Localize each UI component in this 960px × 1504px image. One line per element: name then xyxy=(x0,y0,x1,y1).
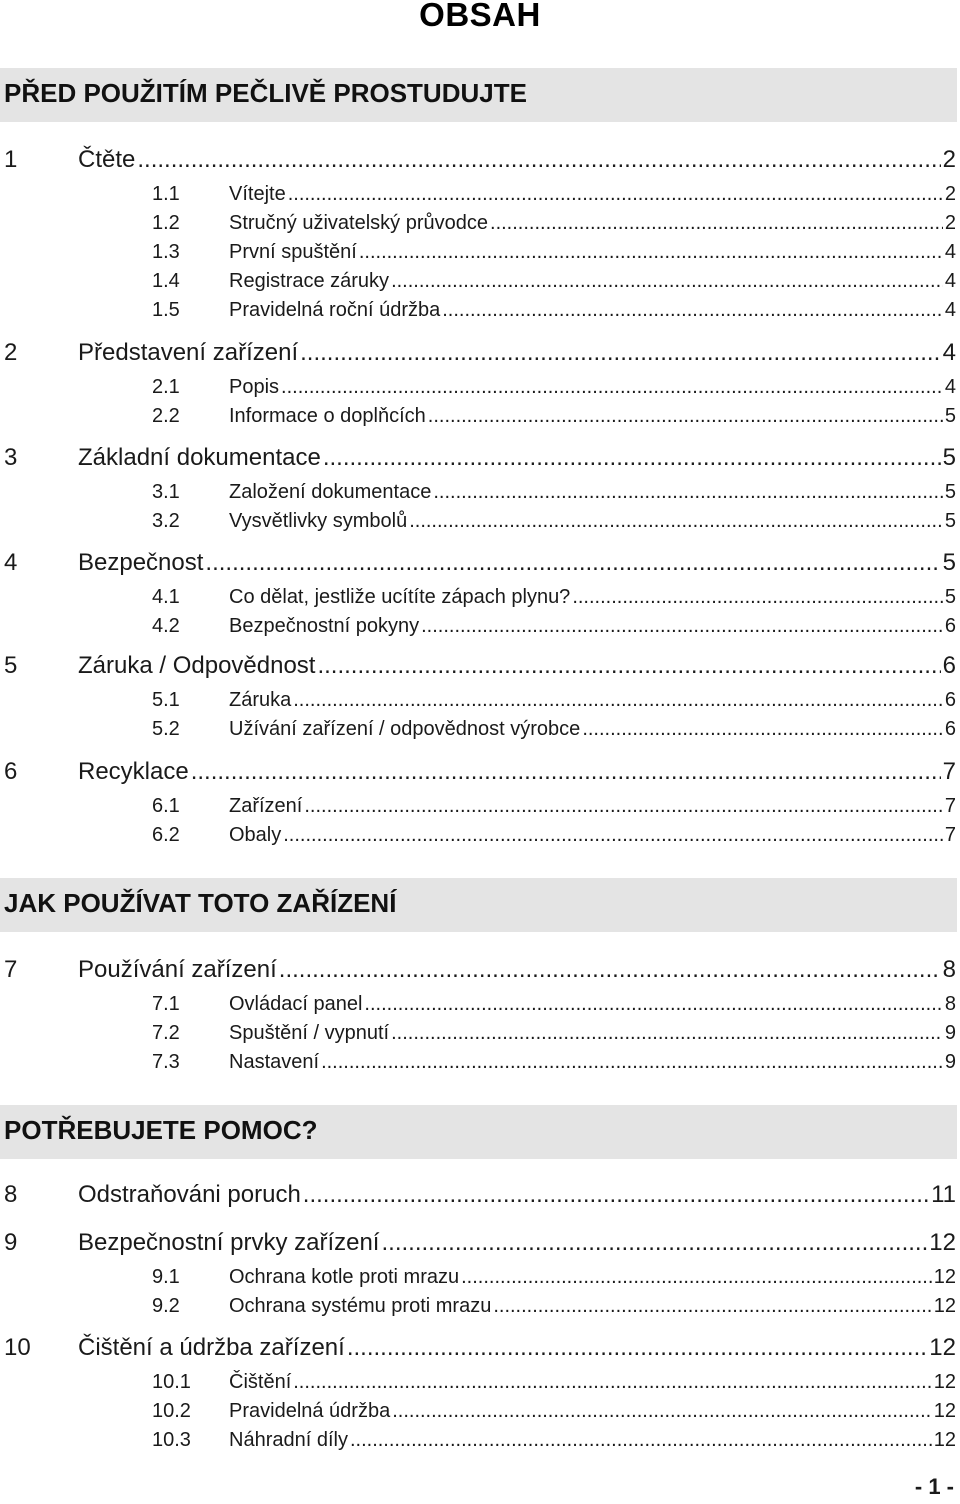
toc-entry[interactable] xyxy=(0,1371,956,1394)
toc-leader-dots xyxy=(137,146,940,174)
toc-entry-number: 10.1 xyxy=(152,1371,191,1393)
toc-entry[interactable] xyxy=(0,1022,956,1045)
toc-entry[interactable] xyxy=(0,1266,956,1289)
toc-entry-title: Spuštění / vypnutí xyxy=(229,1022,390,1044)
toc-entry-title: Užívání zařízení / odpovědnost výrobce xyxy=(229,718,581,740)
toc-leader-dots xyxy=(321,1051,943,1074)
toc-leader-dots xyxy=(428,405,943,428)
toc-leader-dots xyxy=(409,510,943,533)
toc-entry-number: 1.3 xyxy=(152,241,180,263)
page-number: - 1 - xyxy=(914,1474,954,1499)
toc-entry[interactable] xyxy=(0,299,956,322)
toc-leader-dots xyxy=(293,1371,932,1394)
toc-leader-dots xyxy=(582,718,943,741)
toc-leader-dots xyxy=(392,1400,932,1423)
toc-entry-page: 7 xyxy=(944,824,956,846)
toc-entry-title: Ovládací panel xyxy=(229,993,363,1015)
toc-entry[interactable] xyxy=(0,586,956,609)
toc-entry-page: 2 xyxy=(942,146,956,173)
toc-entry[interactable] xyxy=(0,689,956,712)
toc-entry-number: 7.1 xyxy=(152,993,180,1015)
toc-leader-dots xyxy=(323,444,941,472)
toc-entry-page: 12 xyxy=(933,1295,956,1317)
toc-entry-page: 12 xyxy=(933,1400,956,1422)
toc-leader-dots xyxy=(293,689,943,712)
toc-entry-title: Stručný uživatelský průvodce xyxy=(229,212,489,234)
toc-leader-dots xyxy=(421,615,943,638)
toc-leader-dots xyxy=(442,299,943,322)
toc-entry-number: 1 xyxy=(4,146,18,173)
toc-entry[interactable] xyxy=(0,1295,956,1318)
toc-entry-title: Založení dokumentace xyxy=(229,481,432,503)
toc-entry[interactable] xyxy=(0,444,956,472)
toc-entry-number: 2.2 xyxy=(152,405,180,427)
toc-leader-dots xyxy=(381,1229,927,1257)
toc-entry-number: 8 xyxy=(4,1181,18,1208)
toc-entry[interactable] xyxy=(0,1229,956,1257)
toc-leader-dots xyxy=(461,1266,932,1289)
toc-entry-number: 7.2 xyxy=(152,1022,180,1044)
toc-leader-dots xyxy=(364,993,942,1016)
section-heading-text: JAK POUŽÍVAT TOTO ZAŘÍZENÍ xyxy=(4,888,397,918)
toc-entry-page: 11 xyxy=(931,1181,956,1208)
toc-entry-page: 5 xyxy=(942,549,956,576)
toc-entry-page: 2 xyxy=(944,212,956,234)
toc-entry-number: 3.1 xyxy=(152,481,180,503)
toc-entry-title: Obaly xyxy=(229,824,282,846)
toc-entry-title: Popis xyxy=(229,376,280,398)
toc-entry[interactable] xyxy=(0,241,956,264)
toc-entry-number: 1.1 xyxy=(152,183,180,205)
toc-entry-title: Informace o doplňcích xyxy=(229,405,426,427)
toc-entry[interactable] xyxy=(0,146,956,174)
toc-entry[interactable] xyxy=(0,718,956,741)
toc-entry-number: 10.3 xyxy=(152,1429,191,1451)
toc-entry-number: 2 xyxy=(4,339,18,366)
toc-entry-number: 5.2 xyxy=(152,718,180,740)
toc-entry[interactable] xyxy=(0,993,956,1016)
toc-entry-number: 5 xyxy=(4,652,18,679)
toc-entry[interactable] xyxy=(0,652,956,680)
toc-entry-page: 7 xyxy=(944,795,956,817)
toc-entry-title: Vítejte xyxy=(229,183,286,205)
toc-entry[interactable] xyxy=(0,758,956,786)
section-heading-text: POTŘEBUJETE POMOC? xyxy=(4,1115,318,1145)
toc-entry-page: 5 xyxy=(942,444,956,471)
toc-entry[interactable] xyxy=(0,1051,956,1074)
toc-leader-dots xyxy=(490,212,943,235)
toc-leader-dots xyxy=(279,956,941,984)
toc-entry-page: 5 xyxy=(944,510,956,532)
toc-entry[interactable] xyxy=(0,183,956,206)
toc-entry-page: 5 xyxy=(944,481,956,503)
toc-entry-page: 6 xyxy=(944,718,956,740)
toc-entry-page: 6 xyxy=(944,615,956,637)
toc-entry-title: Záruka / Odpovědnost xyxy=(78,652,316,679)
toc-entry-number: 3 xyxy=(4,444,18,471)
toc-entry-title: Pravidelná roční údržba xyxy=(229,299,441,321)
toc-leader-dots xyxy=(347,1334,927,1362)
toc-leader-dots xyxy=(283,824,943,847)
toc-entry-number: 1.5 xyxy=(152,299,180,321)
toc-leader-dots xyxy=(359,241,943,264)
toc-entry-number: 4 xyxy=(4,549,18,576)
toc-entry[interactable] xyxy=(0,1334,956,1362)
toc-entry-page: 8 xyxy=(942,956,956,983)
toc-entry-title: Nastavení xyxy=(229,1051,320,1073)
toc-entry-number: 2.1 xyxy=(152,376,180,398)
toc-entry-number: 6.1 xyxy=(152,795,180,817)
section-heading-text: PŘED POUŽITÍM PEČLIVĚ PROSTUDUJTE xyxy=(4,78,527,108)
toc-entry[interactable] xyxy=(0,212,956,235)
toc-entry-number: 10 xyxy=(4,1334,31,1361)
toc-entry[interactable] xyxy=(0,270,956,293)
toc-entry[interactable] xyxy=(0,481,956,504)
section-heading xyxy=(0,878,957,932)
toc-entry-page: 12 xyxy=(933,1371,956,1393)
toc-entry-page: 7 xyxy=(942,758,956,785)
toc-entry[interactable] xyxy=(0,1400,956,1423)
toc-entry-number: 5.1 xyxy=(152,689,180,711)
toc-entry-page: 6 xyxy=(942,652,956,679)
toc-entry-number: 4.1 xyxy=(152,586,180,608)
toc-leader-dots xyxy=(205,549,940,577)
page-title: OBSAH xyxy=(419,0,541,33)
toc-leader-dots xyxy=(317,652,940,680)
toc-entry-title: Zařízení xyxy=(229,795,303,817)
toc-entry-title: Náhradní díly xyxy=(229,1429,348,1451)
toc-entry-title: Používání zařízení xyxy=(78,956,277,983)
toc-entry-page: 12 xyxy=(933,1266,956,1288)
toc-entry-number: 3.2 xyxy=(152,510,180,532)
toc-entry-page: 4 xyxy=(944,270,956,292)
toc-entry[interactable] xyxy=(0,376,956,399)
toc-entry-page: 12 xyxy=(929,1229,956,1256)
toc-entry-page: 4 xyxy=(944,376,956,398)
toc-entry-page: 8 xyxy=(944,993,956,1015)
toc-entry-title: Recyklace xyxy=(78,758,189,785)
toc-entry-number: 9 xyxy=(4,1229,18,1256)
toc-leader-dots xyxy=(281,376,943,399)
toc-entry-page: 12 xyxy=(933,1429,956,1451)
toc-entry[interactable] xyxy=(0,824,956,847)
toc-leader-dots xyxy=(493,1295,931,1318)
toc-entry-title: Odstraňováni poruch xyxy=(78,1181,301,1208)
toc-entry-page: 5 xyxy=(944,405,956,427)
toc-leader-dots xyxy=(288,183,943,206)
toc-entry-title: Co dělat, jestliže ucítíte zápach plynu? xyxy=(229,586,571,608)
toc-entry-page: 5 xyxy=(944,586,956,608)
toc-entry-number: 10.2 xyxy=(152,1400,191,1422)
toc-entry[interactable] xyxy=(0,405,956,428)
toc-entry-number: 1.2 xyxy=(152,212,180,234)
toc-entry-title: Záruka xyxy=(229,689,292,711)
toc-entry[interactable] xyxy=(0,956,956,984)
toc-entry-title: Bezpečnostní prvky zařízení xyxy=(78,1229,380,1256)
toc-entry-page: 12 xyxy=(929,1334,956,1361)
toc-entry[interactable] xyxy=(0,1181,956,1209)
toc-entry-number: 6 xyxy=(4,758,18,785)
toc-entry-page: 4 xyxy=(944,241,956,263)
toc-entry[interactable] xyxy=(0,615,956,638)
toc-entry-title: Základní dokumentace xyxy=(78,444,321,471)
toc-entry-number: 7 xyxy=(4,956,18,983)
toc-entry-page: 9 xyxy=(944,1051,956,1073)
toc-entry-title: Ochrana kotle proti mrazu xyxy=(229,1266,460,1288)
toc-entry-number: 9.1 xyxy=(152,1266,180,1288)
toc-entry-number: 1.4 xyxy=(152,270,180,292)
toc-leader-dots xyxy=(572,586,943,609)
toc-entry-page: 4 xyxy=(942,339,956,366)
toc-entry-title: Pravidelná údržba xyxy=(229,1400,391,1422)
toc-leader-dots xyxy=(191,758,941,786)
toc-entry[interactable] xyxy=(0,1429,956,1452)
toc-entry-title: Bezpečnostní pokyny xyxy=(229,615,420,637)
toc-entry[interactable] xyxy=(0,795,956,818)
toc-entry-page: 6 xyxy=(944,689,956,711)
toc-entry-number: 4.2 xyxy=(152,615,180,637)
toc-leader-dots xyxy=(300,339,941,367)
toc-leader-dots xyxy=(304,795,943,818)
toc-entry-page: 4 xyxy=(944,299,956,321)
toc-entry-number: 6.2 xyxy=(152,824,180,846)
toc-leader-dots xyxy=(350,1429,932,1452)
toc-entry-number: 9.2 xyxy=(152,1295,180,1317)
toc-entry[interactable] xyxy=(0,510,956,533)
section-heading xyxy=(0,1105,957,1159)
toc-entry-page: 9 xyxy=(944,1022,956,1044)
toc-entry-title: Představení zařízení xyxy=(78,339,299,366)
toc-entry[interactable] xyxy=(0,549,956,577)
toc-leader-dots xyxy=(433,481,943,504)
toc-entry-title: Čištění xyxy=(229,1371,292,1393)
toc-entry-title: Vysvětlivky symbolů xyxy=(229,510,408,532)
toc-entry-title: Registrace záruky xyxy=(229,270,390,292)
toc-leader-dots xyxy=(303,1181,929,1209)
section-heading xyxy=(0,68,957,122)
toc-entry-title: Ochrana systému proti mrazu xyxy=(229,1295,492,1317)
toc-entry-number: 7.3 xyxy=(152,1051,180,1073)
toc-entry-title: Bezpečnost xyxy=(78,549,204,576)
toc-entry-title: První spuštění xyxy=(229,241,357,263)
toc-entry-page: 2 xyxy=(944,183,956,205)
toc-entry-title: Čtěte xyxy=(78,146,136,173)
toc-entry[interactable] xyxy=(0,339,956,367)
toc-leader-dots xyxy=(391,1022,943,1045)
toc-leader-dots xyxy=(391,270,943,293)
toc-entry-title: Čištění a údržba zařízení xyxy=(78,1334,345,1361)
